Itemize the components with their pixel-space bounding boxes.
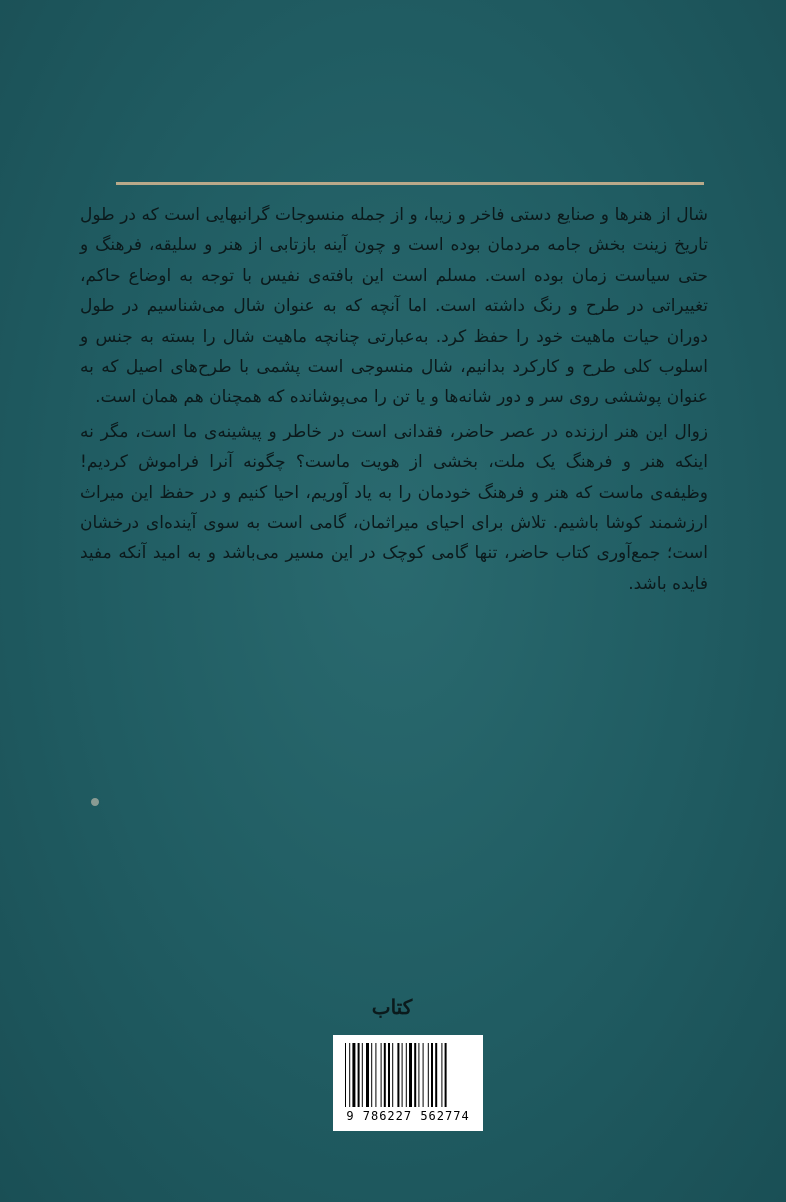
barcode-bar [384,1043,386,1107]
barcode-bar [435,1043,437,1107]
top-divider-rule [116,182,704,185]
barcode-bar [362,1043,363,1107]
blurb-paragraph-2: زوال این هنر ارزنده در عصر حاضر، فقدانی است در خاطر و پیشینه‌ی ما است، مگر نه اینکه هنر و فرهنگ یک ملت، بخشی از هویت ماست؟ چگونه آنرا فراموش کردیم! وظیفه‌ی ماست که هنر و فرهنگ خودمان را به یاد آوریم، احیا کنیم و در حفظ این میراث ارزشمند کوشا باشیم. تلاش برای احیای میراثمان، گامی است به سوی آینده‌ای درخشان است؛ جمع‌آوری کتاب حاضر، تنها گامی کوچک در این مسیر می‌باشد و به امید آنکه مفید فایده باشد. [80,421,708,594]
barcode-bar [406,1043,407,1107]
barcode-bar [409,1043,412,1107]
barcode-bar [445,1043,447,1107]
barcode-bar [345,1043,346,1107]
barcode-bar [358,1043,360,1107]
isbn-number: 9 786227 562774 [346,1109,470,1123]
barcode-bar [388,1043,390,1107]
barcode-bar [381,1043,382,1107]
barcode-bar [423,1043,424,1107]
barcode-bar [418,1043,419,1107]
barcode [333,1035,483,1131]
barcode-bar [397,1043,399,1107]
barcode-bar [375,1043,376,1107]
barcode-bar [402,1043,403,1107]
publisher-logo: کتاب [371,995,413,1019]
barcode-bar [366,1043,369,1107]
barcode-bar [352,1043,355,1107]
barcode-bar [431,1043,433,1107]
barcode-bars [343,1043,473,1107]
barcode-bar [414,1043,416,1107]
decorative-dot [91,798,99,806]
barcode-bar [441,1043,442,1107]
blurb-paragraph-1: شال از هنرها و صنایع دستی فاخر و زیبا، و از جمله منسوجات گرانبهایی است که در طول تاریخ زینت بخش جامه مردمان بوده است و چون آینه بازتابی از هنر و سلیقه، فرهنگ و حتی سیاست زمان بوده است. مسلم است این بافته‌ی نفیس با توجه به اوضاع حاکم، تغییراتی در طرح و رنگ داشته است. اما آنچه که به عنوان شال می‌شناسیم در طول دوران حیات ماهیت خود را حفظ کرد. به‌عبارتی چنانچه ماهیت شال را بسته به جنس و اسلوب کلی طرح و کارکرد بدانیم، شال منسوجی است پشمی با طرح‌های اصیل که به عنوان پوششی روی سر و دور شانه‌ها و یا تن را می‌پوشانده که همچنان هم همان است. [80,205,708,408]
blurb-text [80,200,708,599]
barcode-bar [349,1043,350,1107]
barcode-bar [428,1043,429,1107]
barcode-bar [392,1043,393,1107]
barcode-bar [371,1043,372,1107]
